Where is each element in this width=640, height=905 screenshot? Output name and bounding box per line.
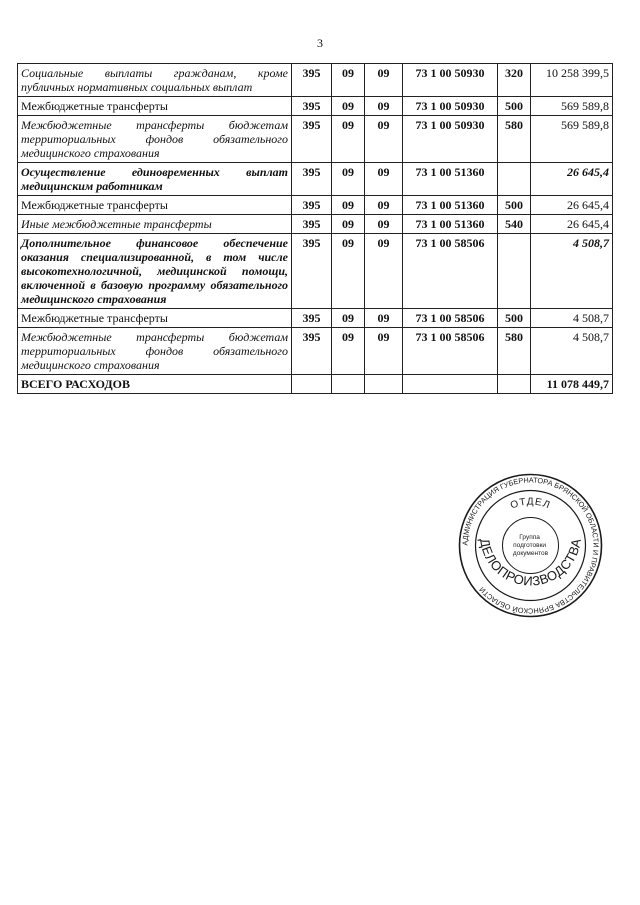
row-name: Межбюджетные трансферты: [18, 97, 292, 116]
row-sum: 26 645,4: [531, 215, 613, 234]
row-section: 09: [332, 215, 365, 234]
table-row: [18, 328, 613, 375]
row-target-article: 73 1 00 50930: [403, 64, 498, 97]
row-target-article: 73 1 00 58506: [403, 309, 498, 328]
row-subsection: 09: [365, 215, 403, 234]
row-subsection: 09: [365, 116, 403, 163]
row-section: 09: [332, 234, 365, 309]
row-grbs: 395: [292, 64, 332, 97]
row-sum: 4 508,7: [531, 309, 613, 328]
row-subsection: 09: [365, 234, 403, 309]
row-expense-type: [498, 234, 531, 309]
row-expense-type: 500: [498, 97, 531, 116]
office-stamp: [458, 473, 603, 618]
row-grbs: 395: [292, 234, 332, 309]
row-subsection: 09: [365, 309, 403, 328]
row-target-article: 73 1 00 50930: [403, 97, 498, 116]
row-sum: 569 589,8: [531, 116, 613, 163]
row-target-article: 73 1 00 50930: [403, 116, 498, 163]
row-subsection: 09: [365, 196, 403, 215]
row-sum: 4 508,7: [531, 328, 613, 375]
row-grbs: 395: [292, 97, 332, 116]
row-expense-type: 580: [498, 328, 531, 375]
row-name: Иные межбюджетные трансферты: [18, 215, 292, 234]
row-subsection: 09: [365, 97, 403, 116]
total-row: [18, 375, 613, 394]
row-sum: 10 258 399,5: [531, 64, 613, 97]
row-expense-type: 500: [498, 196, 531, 215]
row-name: Социальные выплаты гражданам, кроме публичных нормативных социальных выплат: [18, 64, 292, 97]
table-row: [18, 116, 613, 163]
row-target-article: 73 1 00 51360: [403, 196, 498, 215]
row-sum: 4 508,7: [531, 234, 613, 309]
row-target-article: 73 1 00 58506: [403, 234, 498, 309]
stamp-top-word: ОТДЕЛ: [509, 496, 553, 512]
row-target-article: 73 1 00 51360: [403, 163, 498, 196]
table-row: [18, 163, 613, 196]
row-target-article: 73 1 00 58506: [403, 328, 498, 375]
total-sum: 11 078 449,7: [531, 375, 613, 394]
stamp-middle-word: ДЕЛОПРОИЗВОДСТВА: [477, 537, 584, 589]
row-section: 09: [332, 309, 365, 328]
page-number: 3: [317, 36, 323, 50]
total-label: ВСЕГО РАСХОДОВ: [18, 375, 292, 394]
row-grbs: 395: [292, 328, 332, 375]
row-grbs: 395: [292, 163, 332, 196]
row-expense-type: 500: [498, 309, 531, 328]
row-expense-type: [498, 163, 531, 196]
row-name: Межбюджетные трансферты: [18, 309, 292, 328]
table-row: [18, 64, 613, 97]
table-row: [18, 97, 613, 116]
row-section: 09: [332, 163, 365, 196]
row-section: 09: [332, 196, 365, 215]
row-sum: 26 645,4: [531, 196, 613, 215]
row-name: Межбюджетные трансферты бюджетам территориальных фондов обязательного медицинского страхования: [18, 328, 292, 375]
row-section: 09: [332, 97, 365, 116]
table-row: [18, 234, 613, 309]
row-expense-type: 320: [498, 64, 531, 97]
row-name: Осуществление единовременных выплат медицинским работникам: [18, 163, 292, 196]
row-subsection: 09: [365, 64, 403, 97]
row-target-article: 73 1 00 51360: [403, 215, 498, 234]
table-row: [18, 215, 613, 234]
row-grbs: 395: [292, 215, 332, 234]
budget-table: [17, 63, 613, 394]
row-name: Дополнительное финансовое обеспечение оказания специализированной, в том числе высокотехнологичной, медицинской помощи, включенной в базовую программу обязательного медицинского страхования: [18, 234, 292, 309]
row-expense-type: 580: [498, 116, 531, 163]
row-name: Межбюджетные трансферты бюджетам территориальных фондов обязательного медицинского страхования: [18, 116, 292, 163]
stamp-inner-text: Группа подготовки документов: [512, 534, 549, 557]
row-grbs: 395: [292, 196, 332, 215]
table-row: [18, 309, 613, 328]
row-expense-type: 540: [498, 215, 531, 234]
row-section: 09: [332, 116, 365, 163]
row-grbs: 395: [292, 116, 332, 163]
row-name: Межбюджетные трансферты: [18, 196, 292, 215]
row-section: 09: [332, 328, 365, 375]
row-sum: 26 645,4: [531, 163, 613, 196]
row-grbs: 395: [292, 309, 332, 328]
row-subsection: 09: [365, 328, 403, 375]
stamp-ring-text: АДМИНИСТРАЦИЯ ГУБЕРНАТОРА БРЯНСКОЙ ОБЛАСТИ И ПРАВИТЕЛЬСТВА БРЯНСКОЙ ОБЛАСТИ: [460, 475, 601, 616]
budget-table-body: [18, 64, 613, 375]
table-row: [18, 196, 613, 215]
row-section: 09: [332, 64, 365, 97]
row-sum: 569 589,8: [531, 97, 613, 116]
row-subsection: 09: [365, 163, 403, 196]
